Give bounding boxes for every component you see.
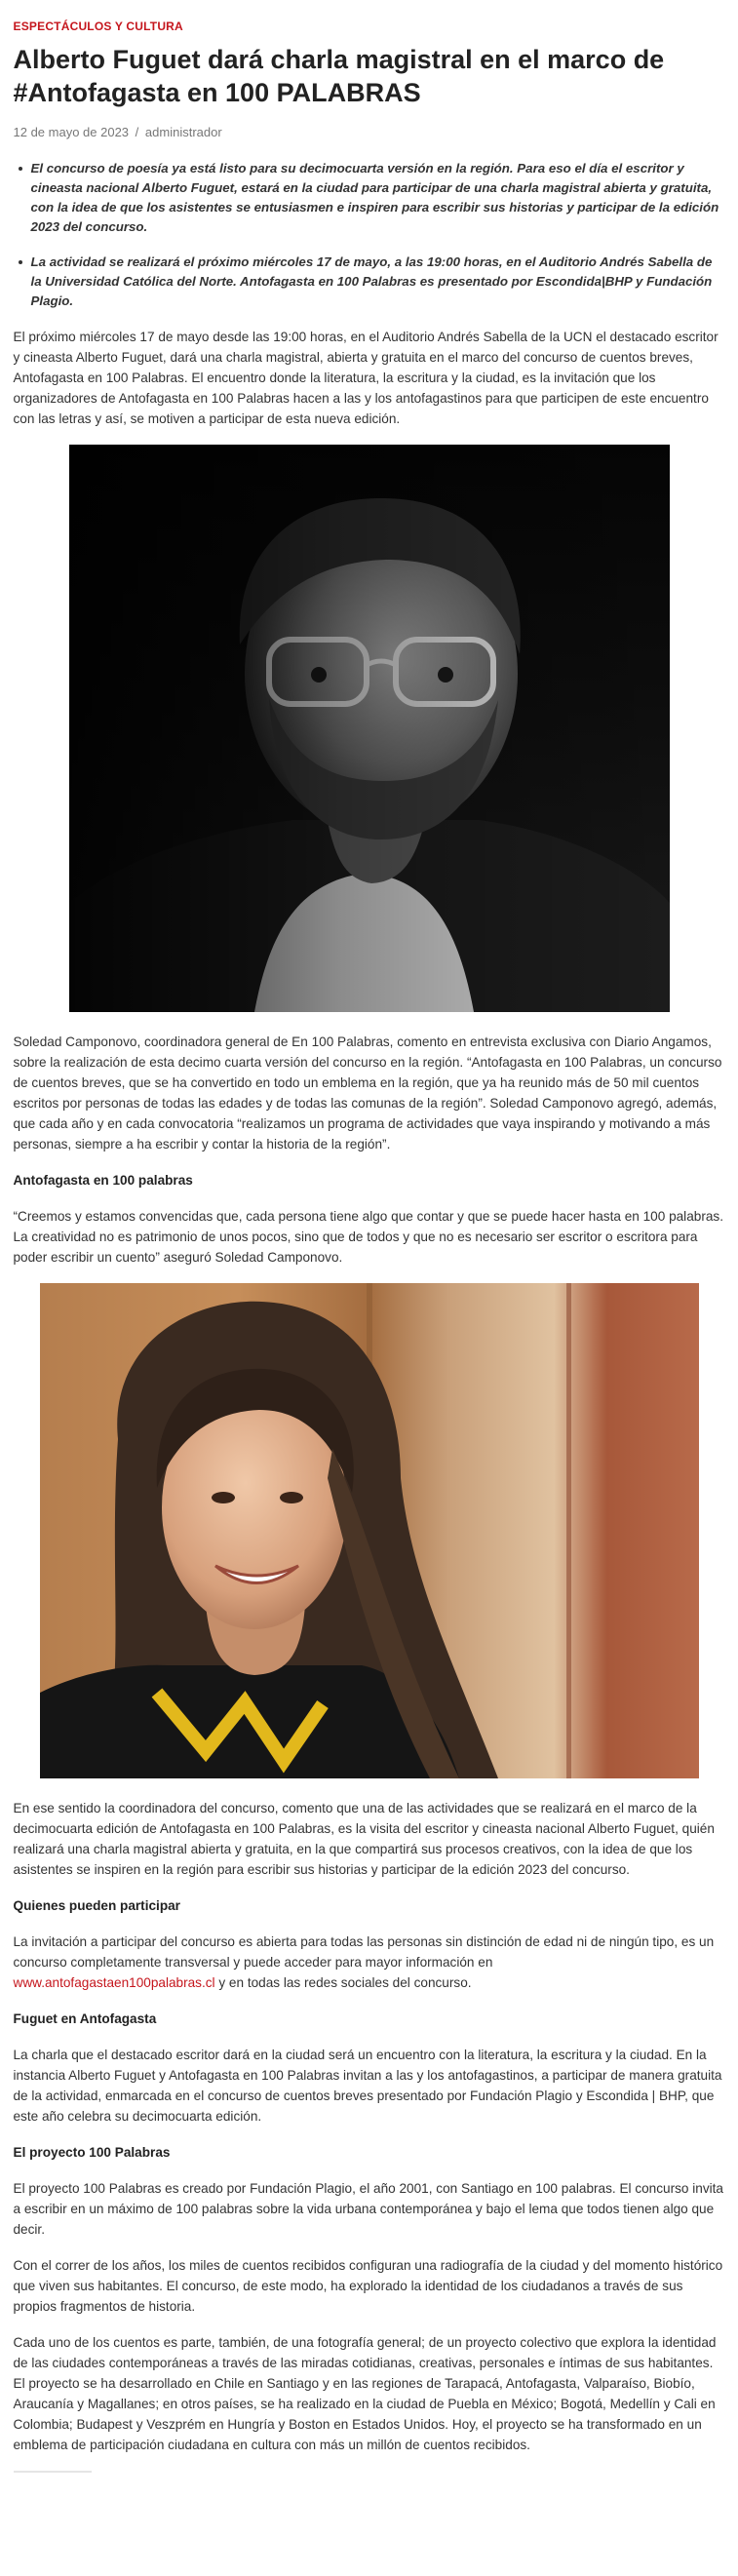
paragraph: La charla que el destacado escritor dará en la ciudad será un encuentro con la literatura, la escritura y la ciudad. En la instancia Alberto Fuguet y Antofagasta en 100 Palabras invitan a las y los antofagastinos, a participar de manera gratuita de la actividad, enmarcada en el concurso de cuentos breves presentado por Fundación Plagio y Escondida | BHP, que este año celebra su decimocuarta edición. (13, 2048, 722, 2124)
section-heading: Fuguet en Antofagasta (13, 2011, 157, 2026)
category-link[interactable]: ESPECTÁCULOS Y CULTURA (13, 20, 183, 33)
paragraph: El próximo miércoles 17 de mayo desde las 19:00 horas, en el Auditorio Andrés Sabella de la UCN el destacado escritor y cineasta Alberto Fuguet, dará una charla magistral, abierta y gratuita en el marco del concurso de cuentos breves, Antofagasta en 100 Palabras. El encuentro donde la literatura, la escritura y la ciudad, es la invitación que los organizadores de Antofagasta en 100 Palabras hacen a las y los antofagastinos para que participen de este encuentro con las letras y así, se motiven a participar de esta nueva edición. (13, 330, 719, 426)
contest-website-link[interactable]: www.antofagastaen100palabras.cl (13, 1975, 215, 1990)
meta-separator: / (135, 125, 139, 139)
summary-list (14, 159, 725, 311)
portrait-illustration (40, 1283, 699, 1778)
portrait-photo-fuguet (69, 445, 670, 1012)
portrait-illustration (69, 445, 670, 1012)
paragraph-text: La invitación a participar del concurso es abierta para todas las personas sin distinción de edad ni de ningún tipo, es un concurso completamente transversal y puede acceder para mayor información en (13, 1934, 715, 1970)
figure-camponovo (14, 1283, 725, 1778)
summary-item: El concurso de poesía ya está listo para su decimocuarta versión en la región. Para eso el día el escritor y cineasta nacional Alberto Fuguet, estará en la ciudad para participar de una charla magistral abierta y gratuita, con la idea de que los asistentes se entusiasmen e inspiren para escribir sus historias y participar de la edición 2023 del concurso. (31, 159, 725, 237)
divider (14, 2471, 92, 2473)
paragraph: Con el correr de los años, los miles de cuentos recibidos configuran una radiografía de la ciudad y del momento histórico que viven sus habitantes. El concurso, de este modo, ha explorado la identidad de los ciudadanos a través de sus propios fragmentos de historia. (13, 2258, 723, 2314)
portrait-photo-camponovo (40, 1283, 699, 1778)
article (14, 0, 725, 2473)
paragraph: “Creemos y estamos convencidas que, cada persona tiene algo que contar y que se puede hacer hasta en 100 palabras. La creatividad no es patrimonio de unos pocos, sino que de todos y que no es necesario ser escritor o escritora para poder escribir un cuento” aseguró Soledad Camponovo. (13, 1209, 723, 1265)
article-title: Alberto Fuguet dará charla magistral en el marco de #Antofagasta en 100 PALABRAS (13, 45, 665, 107)
section-heading: Quienes pueden participar (13, 1898, 180, 1913)
figure-fuguet (14, 445, 725, 1012)
paragraph (14, 1932, 725, 1993)
summary-item: La actividad se realizará el próximo miércoles 17 de mayo, a las 19:00 horas, en el Auditorio Andrés Sabella de la Universidad Católica del Norte. Antofagasta en 100 Palabras es presentado por Escondida|BHP y Fundación Plagio. (31, 253, 725, 311)
paragraph-text: y en todas las redes sociales del concurso. (214, 1975, 472, 1990)
article-meta (14, 125, 725, 139)
author-link[interactable]: administrador (144, 125, 222, 139)
section-heading: El proyecto 100 Palabras (13, 2145, 171, 2160)
paragraph: El proyecto 100 Palabras es creado por Fundación Plagio, el año 2001, con Santiago en 100 palabras. El concurso invita a escribir en un máximo de 100 palabras sobre la vida urbana contemporánea y bajo el lema que todos tienen algo que decir. (13, 2181, 723, 2237)
publish-date: 12 de mayo de 2023 (13, 125, 130, 139)
paragraph: Soledad Camponovo, coordinadora general de En 100 Palabras, comento en entrevista exclusiva con Diario Angamos, sobre la realización de esta decimo cuarta versión del concurso en la región. “Antofagasta en 100 Palabras, un concurso de cuentos breves, que se ha convertido en todo un emblema en la región, que ya ha reunido más de 50 mil cuentos escritos por personas de todas las edades y de todas las comunas de la región”. Soledad Camponovo agregó, además, que cada año y en cada convocatoria “realizamos un programa de actividades que vaya inspirando y motivando a más personas, siempre a ha escribir y contar la historia de la región”. (13, 1034, 722, 1151)
paragraph: Cada uno de los cuentos es parte, también, de una fotografía general; de un proyecto colectivo que explora la identidad de las ciudades contemporáneas a través de las miradas cotidianas, creativas, personales e íntimas de sus habitantes. El proyecto se ha desarrollado en Chile en Santiago y en las regiones de Tarapacá, Antofagasta, Valparaíso, Biobío, Araucanía y Magallanes; en otros países, se ha realizado en la ciudad de Puebla en México; Bogotá, Medellín y Cali en Colombia; Budapest y Veszprém en Hungría y Boston en Estados Unidos. Hoy, el proyecto se ha transformado en un emblema de participación ciudadana en cultura con más un millón de cuentos recibidos. (13, 2335, 717, 2452)
section-heading: Antofagasta en 100 palabras (13, 1173, 193, 1188)
paragraph: En ese sentido la coordinadora del concurso, comento que una de las actividades que se realizará en el marco de la decimocuarta edición de Antofagasta en 100 Palabras, es la visita del escritor y cineasta nacional Alberto Fuguet, quién realizará una charla magistral abierta y gratuita, en la que compartirá sus procesos creativos, con la idea de que los asistentes se inspiren en la región para escribir sus historias y participar de la edición 2023 del concurso. (13, 1801, 715, 1877)
